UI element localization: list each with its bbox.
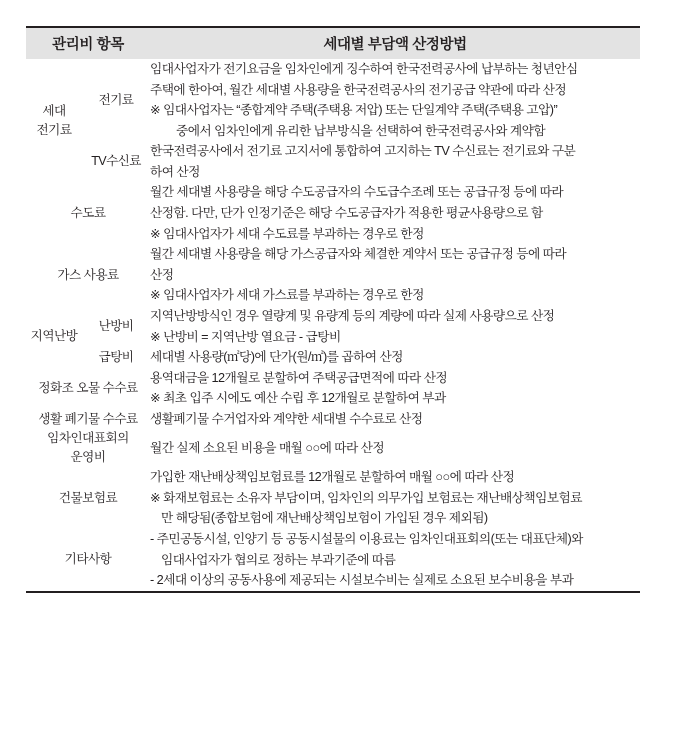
header-method: 세대별 부담액 산정방법: [150, 27, 640, 59]
method-line: 가입한 재난배상책임보험료를 12개월로 분할하여 매월 ○○에 따라 산정: [150, 470, 515, 485]
category-cell-building-insurance: 건물보험료: [58, 490, 118, 505]
method-line: 한국전력공사에서 전기료 고지서에 통합하여 고지하는 TV 수신료는 전기료와 구분: [150, 144, 576, 159]
table-row: [26, 244, 640, 306]
table-body: [26, 59, 640, 592]
method-bullet-line: 임대사업자가 협의로 정하는 부과기준에 따름: [161, 552, 396, 567]
method-line: 월간 세대별 사용량을 해당 가스공급자와 체결한 계약서 또는 공급규정 등에 따라: [150, 247, 567, 262]
category-label-line2: 전기료: [36, 122, 72, 137]
category-label-line2: 운영비: [70, 450, 106, 465]
table-row: [26, 347, 640, 368]
subcategory-cell-tv-fee: TV수신료: [91, 154, 141, 169]
subcategory-cell-hot-water-fee: 급탕비: [98, 349, 134, 364]
table-row: [26, 467, 640, 529]
method-line: 용역대금을 12개월로 분할하여 주택공급면적에 따라 산정: [150, 370, 448, 385]
method-cell-electricity: [150, 59, 640, 141]
method-note-line: ※ 최초 입주 시에도 예산 수립 후 12개월로 분할하여 부과: [150, 391, 446, 406]
method-bullet-line: - 2세대 이상의 공동사용에 제공되는 시설보수비는 실제로 소요된 보수비용을 부과: [150, 573, 574, 588]
table-row: [26, 429, 640, 467]
header-row: [26, 27, 640, 59]
method-line: 세대별 사용량(㎡당)에 단가(원/㎡)를 곱하여 산정: [150, 350, 403, 365]
category-cell-waste-fee: 생활 폐기물 수수료: [38, 411, 138, 426]
method-note-line: ※ 임대사업자가 세대 수도료를 부과하는 경우로 한정: [150, 226, 424, 241]
method-note-line: 중에서 임차인에게 유리한 납부방식을 선택하여 한국전력공사와 계약함: [176, 123, 546, 138]
method-cell-heating-fee: [150, 306, 640, 347]
header-category: 관리비 항목: [26, 27, 150, 59]
table-row: [26, 59, 640, 141]
method-line: 생활폐기물 수거업자와 계약한 세대별 수수료로 산정: [150, 411, 423, 426]
category-label-line1: 세대: [42, 103, 66, 118]
category-cell-gas: 가스 사용료: [57, 267, 119, 282]
method-cell-water: [150, 182, 640, 244]
category-cell-tenant-council-operating-cost: [26, 429, 150, 467]
table-row: [26, 409, 640, 430]
method-cell-gas: [150, 244, 640, 306]
method-note-line: ※ 임대사업자는 “종합계약 주택(주택용 저압) 또는 단일계약 주택(주택용 고압)”: [150, 103, 558, 118]
table-row: [26, 182, 640, 244]
method-line: 산정: [150, 267, 174, 282]
category-cell-household-electricity: [26, 59, 82, 182]
table-row: [26, 529, 640, 592]
table-row: [26, 306, 640, 347]
category-cell-septic-tank-fee: 정화조 오물 수수료: [38, 380, 138, 395]
method-note-line: ※ 임대사업자가 세대 가스료를 부과하는 경우로 한정: [150, 288, 424, 303]
method-note-line: ※ 화재보험료는 소유자 부담이며, 임차인의 의무가입 보험료는 재난배상책임보험료: [150, 490, 582, 505]
method-cell-waste-fee: [150, 409, 640, 430]
method-line: 주택에 한아여, 월간 세대별 사용량을 한국전력공사의 전기공급 약관에 따라 산정: [150, 82, 567, 97]
subcategory-cell-heating-fee: 난방비: [98, 319, 134, 334]
category-cell-other-matters: 기타사항: [64, 552, 112, 567]
method-line: 하여 산정: [150, 164, 200, 179]
table-header: [26, 27, 640, 59]
method-line: 월간 실제 소요된 비용을 매월 ○○에 따라 산정: [150, 441, 385, 455]
method-cell-hot-water-fee: [150, 347, 640, 368]
table-row: [26, 141, 640, 182]
method-cell-tenant-council-operating-cost: [150, 429, 640, 467]
method-line: 지역난방방식인 경우 열량계 및 유량계 등의 계량에 따라 실제 사용량으로 산정: [150, 308, 555, 323]
method-line: 임대사업자가 전기요금을 임차인에게 징수하여 한국전력공사에 납부하는 청년안심: [150, 62, 578, 76]
method-cell-other-matters: [150, 529, 640, 592]
method-line: 산정함. 다만, 단가 인정기준은 해당 수도공급자가 적용한 평균사용량으로 함: [150, 206, 543, 221]
subcategory-cell-electricity: 전기료: [98, 92, 134, 107]
method-line: 월간 세대별 사용량을 해당 수도공급자의 수도급수조례 또는 공급규정 등에 따라: [150, 185, 564, 200]
method-cell-building-insurance: [150, 467, 640, 529]
method-note-line: ※ 난방비 = 지역난방 열요금 - 급탕비: [150, 329, 341, 344]
category-cell-district-heating: 지역난방: [30, 329, 78, 344]
method-cell-tv-fee: [150, 141, 640, 182]
method-bullet-line: - 주민공동시설, 인양기 등 공동시설물의 이용료는 임차인대표회의(또는 대표단체)와: [150, 531, 583, 546]
method-note-line: 만 해당됨(종합보험에 재난배상책임보험이 가입된 경우 제외됨): [161, 511, 488, 526]
management-fee-table: [26, 26, 640, 593]
category-label-line1: 임차인대표회의: [47, 431, 129, 446]
category-cell-water: 수도료: [70, 205, 106, 220]
table-row: [26, 368, 640, 409]
method-cell-septic-tank-fee: [150, 368, 640, 409]
